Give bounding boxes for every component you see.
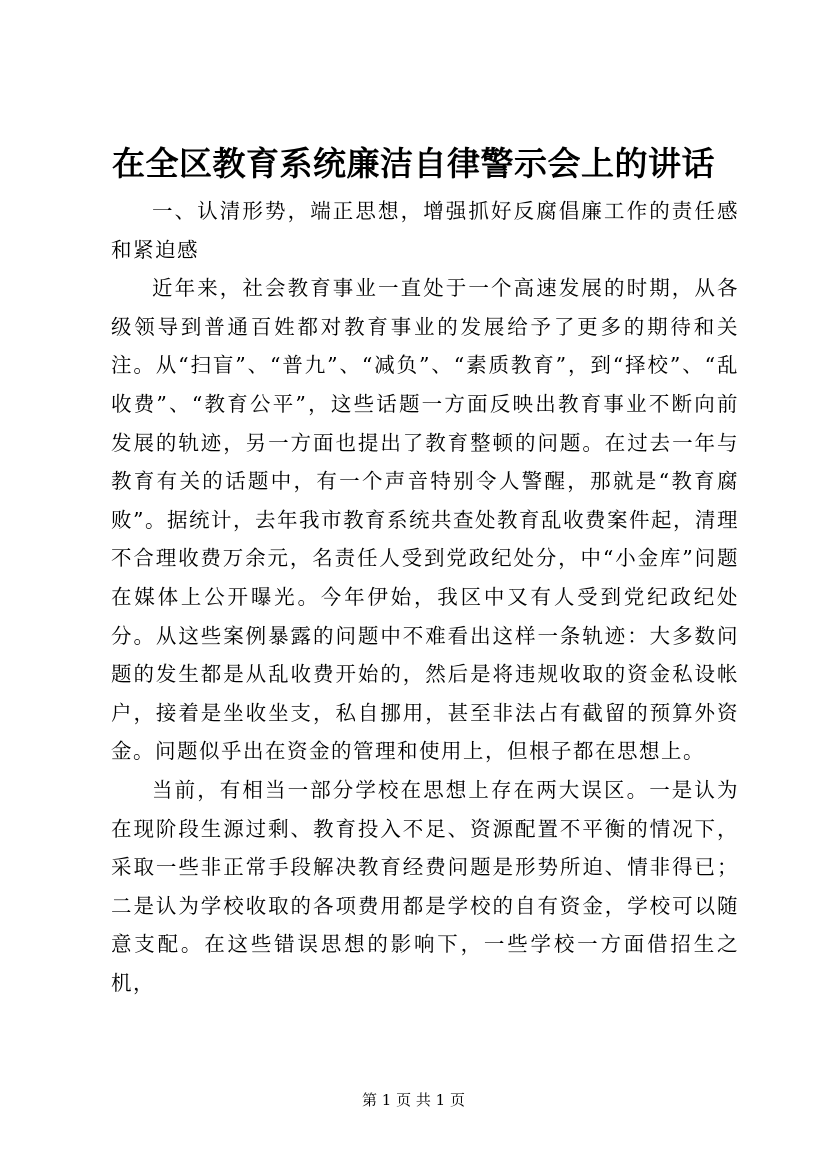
section-heading: 一、认清形势，端正思想，增强抓好反腐倡廉工作的责任感和紧迫感 <box>111 199 739 262</box>
body-paragraph: 近年来，社会教育事业一直处于一个高速发展的时期，从各级领导到普通百姓都对教育事业的发展给予了更多的期待和关注。从“扫盲”、“普九”、“减负”、“素质教育”，到“择校”、“乱收费”、“教育公平”，这些话题一方面反映出教育事业不断向前发展的轨迹，另一方面也提出了教育整顿的问题。在过去一年与教育有关的话题中，有一个声音特别令人警醒，那就是“教育腐败”。据统计，去年我市教育系统共查处教育乱收费案件起，清理不合理收费万余元，名责任人受到党政纪处分，中“小金库”问题在媒体上公开曝光。今年伊始，我区中又有人受到党纪政纪处分。从这些案例暴露的问题中不难看出这样一条轨迹：大多数问题的发生都是从乱收费开始的，然后是将违规收取的资金私设帐户，接着是坐收坐支，私自挪用，甚至非法占有截留的预算外资金。问题似乎出在资金的管理和使用上，但根子都在思想上。 <box>111 276 739 764</box>
page-number-footer: 第 1 页 共 1 页 <box>362 1091 465 1109</box>
document-body <box>111 192 739 1002</box>
body-paragraph: 当前，有相当一部分学校在思想上存在两大误区。一是认为在现阶段生源过剩、教育投入不足、资源配置不平衡的情况下，采取一些非正常手段解决教育经费问题是形势所迫、情非得已；二是认为学校收取的各项费用都是学校的自有资金，学校可以随意支配。在这些错误思想的影响下，一些学校一方面借招生之机， <box>111 777 739 995</box>
document-title: 在全区教育系统廉洁自律警示会上的讲话 <box>112 144 715 183</box>
